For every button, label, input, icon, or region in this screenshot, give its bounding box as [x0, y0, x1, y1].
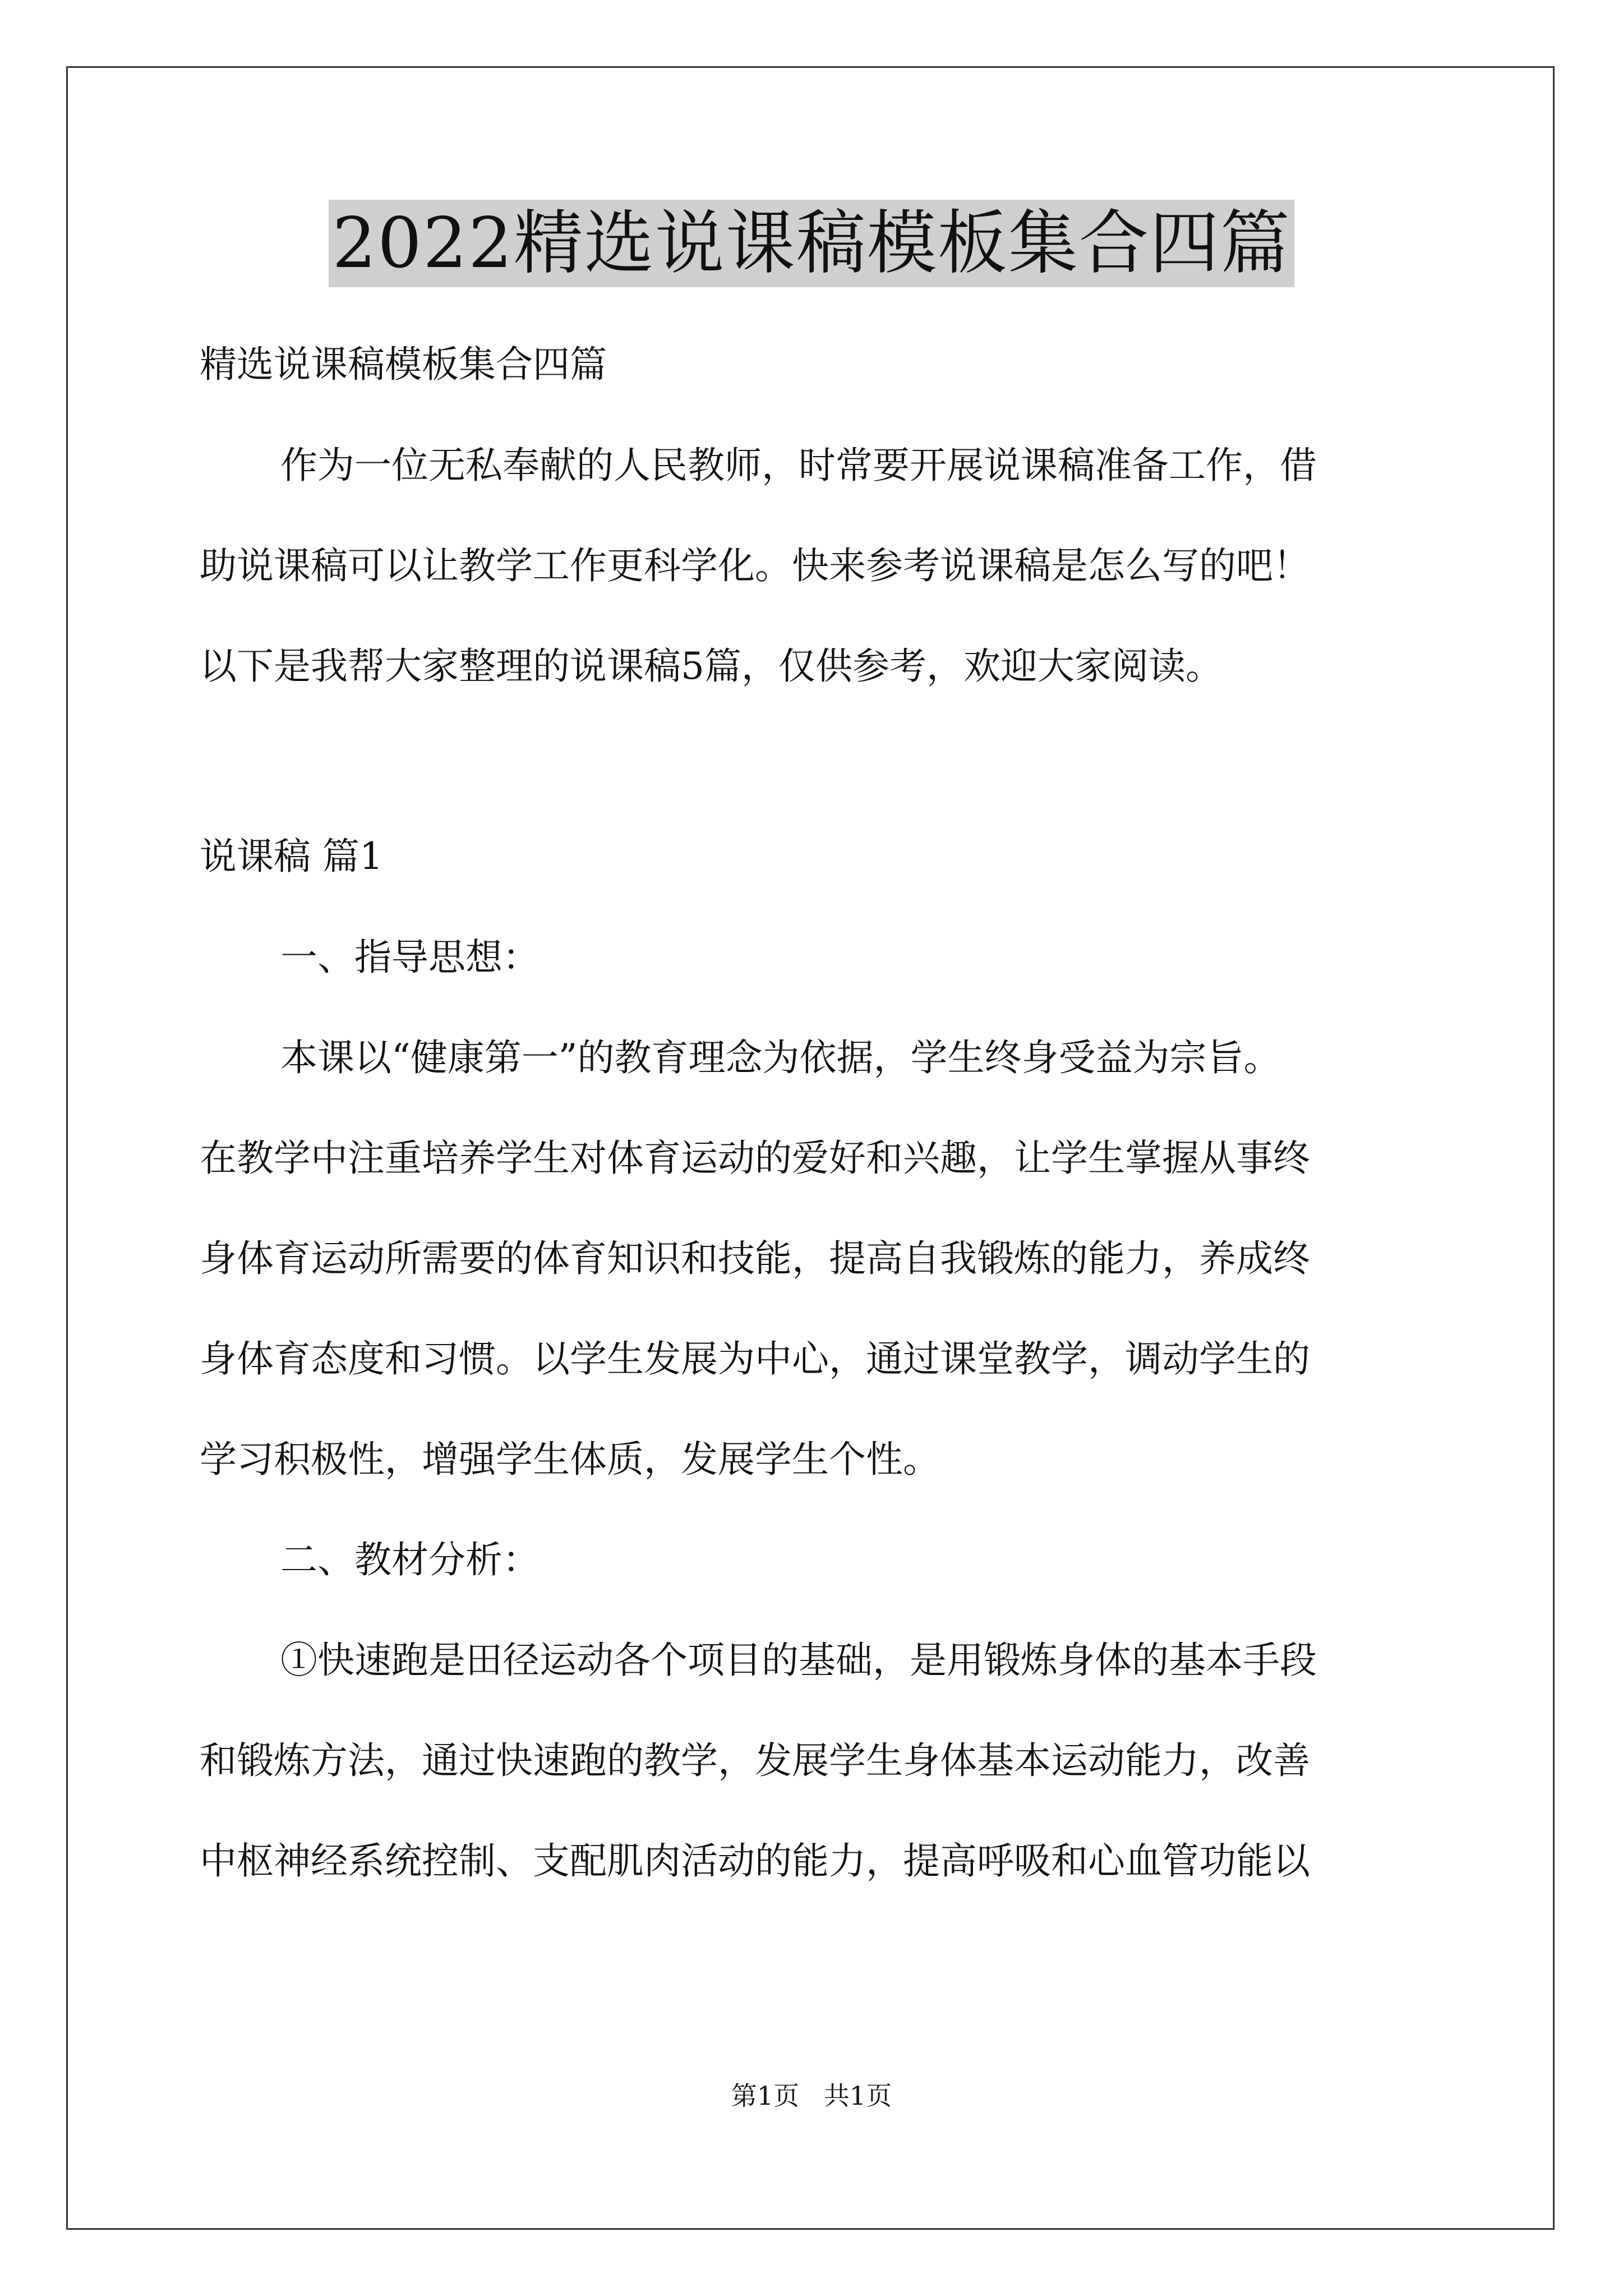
intro-line: 以下是我帮大家整理的说课稿5篇，仅供参考，欢迎大家阅读。 — [200, 645, 1223, 688]
guiding-line: 在教学中注重培养学生对体育运动的爱好和兴趣，让学生掌握从事终 — [200, 1137, 1310, 1180]
document-subtitle: 精选说课稿模板集合四篇 — [200, 343, 607, 386]
document-body — [200, 314, 1433, 1911]
heading-material-analysis: 二、教材分析： — [280, 1538, 540, 1581]
guiding-line: 身体育运动所需要的体育知识和技能，提高自我锻炼的能力，养成终 — [200, 1237, 1310, 1280]
section-title: 说课稿 篇1 — [200, 835, 383, 878]
analysis-line: 中枢神经系统控制、支配肌肉活动的能力，提高呼吸和心血管功能以 — [200, 1839, 1310, 1883]
guiding-line: 本课以“健康第一”的教育理念为依据，学生终身受益为宗旨。 — [280, 1036, 1281, 1079]
document-title: 2022精选说课稿模板集合四篇 — [329, 200, 1294, 287]
page-number-footer: 第1页 共1页 — [731, 2081, 892, 2111]
title-container — [0, 200, 1623, 287]
intro-line: 助说课稿可以让教学工作更科学化。快来参考说课稿是怎么写的吧！ — [200, 544, 1310, 587]
guiding-line: 身体育态度和习惯。以学生发展为中心，通过课堂教学，调动学生的 — [200, 1337, 1310, 1381]
section-gap — [200, 716, 1433, 806]
analysis-line: ①快速跑是田径运动各个项目的基础，是用锻炼身体的基本手段 — [280, 1639, 1317, 1682]
analysis-line: 和锻炼方法，通过快速跑的教学，发展学生身体基本运动能力，改善 — [200, 1739, 1310, 1782]
heading-guiding-thought: 一、指导思想： — [280, 936, 540, 979]
intro-line: 作为一位无私奉献的人民教师，时常要开展说课稿准备工作，借 — [280, 444, 1317, 487]
guiding-line: 学习积极性，增强学生体质，发展学生个性。 — [200, 1438, 940, 1481]
